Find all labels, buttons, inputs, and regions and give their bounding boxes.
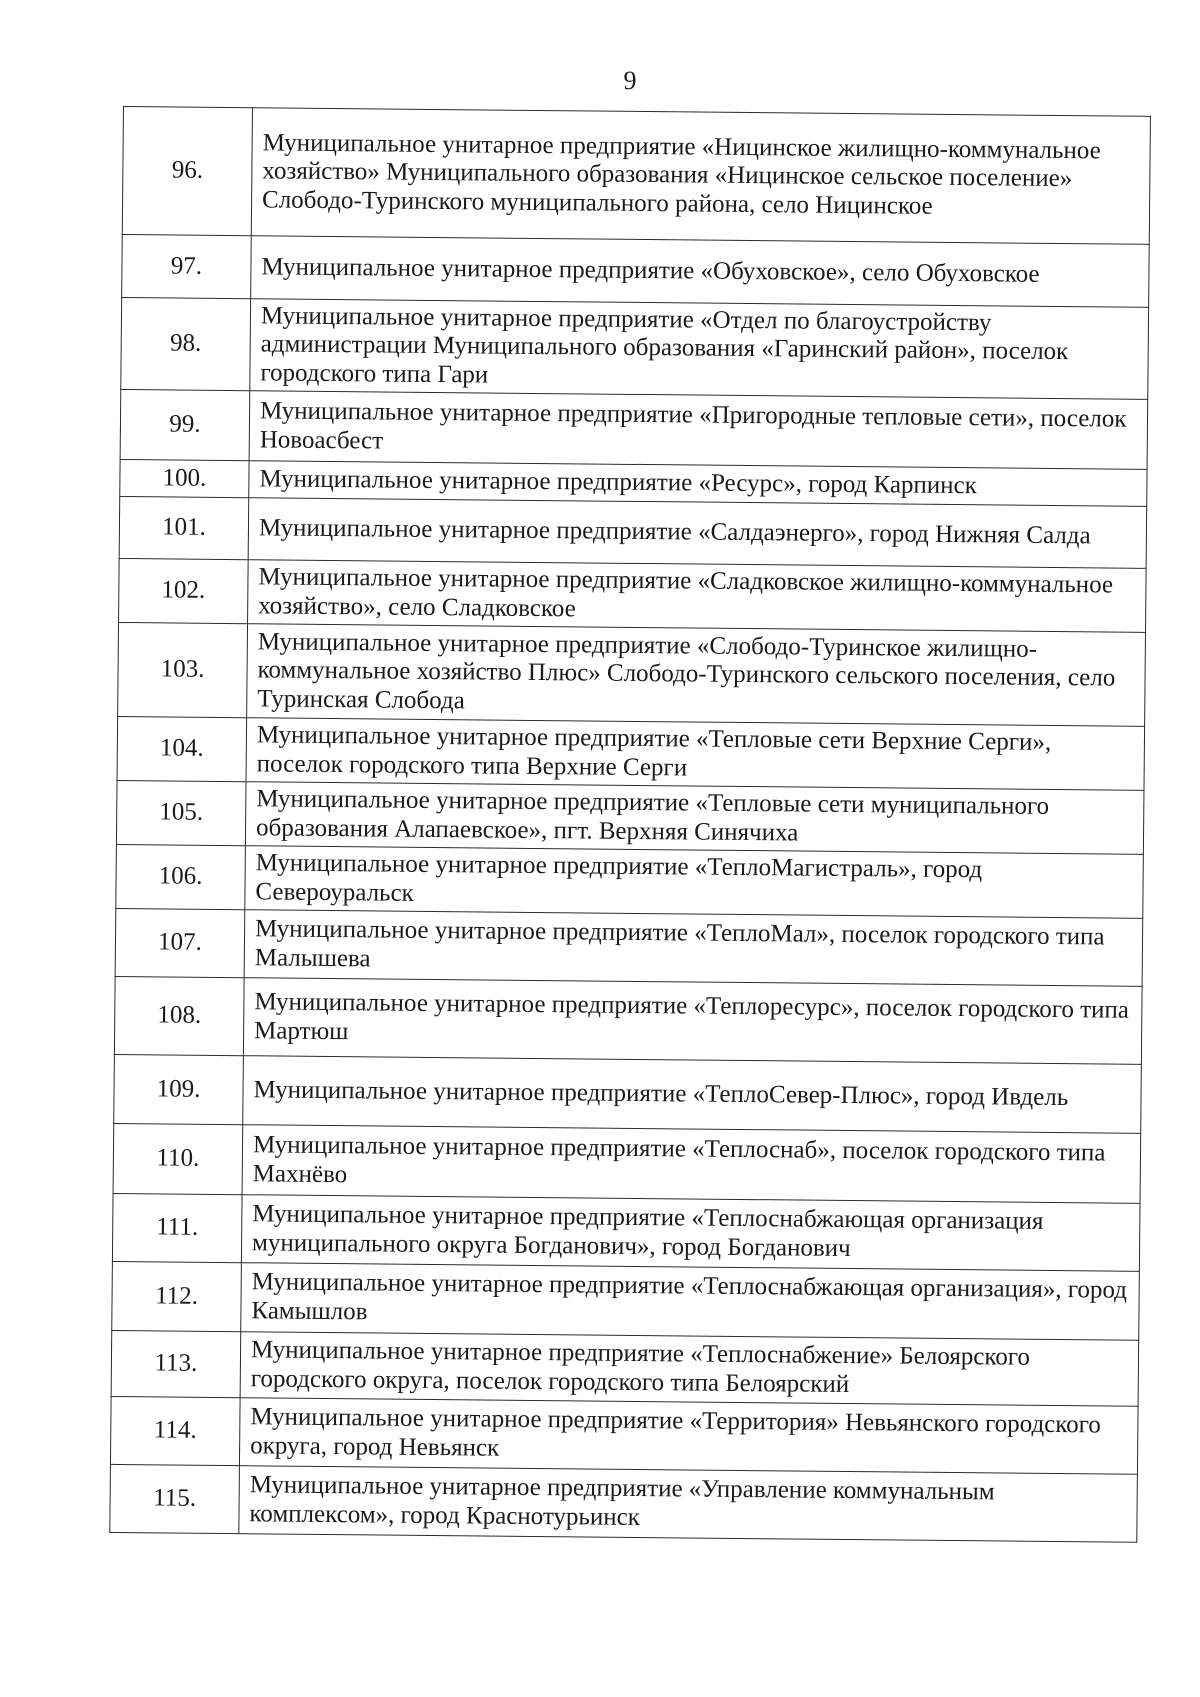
row-number: 107.	[115, 908, 245, 977]
row-text: Муниципальное унитарное предприятие «Пригородные тепловые сети», поселок Новоасбест	[249, 391, 1148, 470]
row-number: 113.	[111, 1330, 241, 1397]
row-text: Муниципальное унитарное предприятие «Теплоснабжающая организация», город Камышлов	[241, 1263, 1140, 1341]
table-row	[113, 1123, 1141, 1203]
row-number: 97.	[122, 234, 252, 298]
table-row	[110, 1464, 1138, 1542]
row-text: Муниципальное унитарное предприятие «Теплоснабжение» Белоярского городского округа, поселок городского типа Белоярский	[240, 1332, 1139, 1407]
row-text: Муниципальное унитарное предприятие «Салдаэнерго», город Нижняя Салда	[248, 498, 1147, 569]
row-text: Муниципальное унитарное предприятие «ТеплоСевер-Плюс», город Ивдель	[243, 1056, 1142, 1134]
row-text: Муниципальное унитарное предприятие «Управление коммунальным комплексом», город Краснотурьинск	[239, 1466, 1138, 1543]
row-number: 104.	[117, 716, 247, 781]
table-row	[114, 1054, 1142, 1133]
row-text: Муниципальное унитарное предприятие «ТеплоМагистраль», город Североуральск	[245, 846, 1144, 919]
table-row	[119, 558, 1147, 632]
table-row	[118, 622, 1146, 726]
table-row	[120, 389, 1148, 469]
table-row	[116, 844, 1144, 918]
row-number: 98.	[121, 297, 251, 390]
table-row	[117, 716, 1145, 790]
row-number: 105.	[116, 780, 246, 845]
row-text: Муниципальное унитарное предприятие «Тепловые сети Верхние Серги», поселок городского типа Верхние Серги	[246, 718, 1145, 791]
row-number: 96.	[122, 107, 252, 236]
row-text: Муниципальное унитарное предприятие «Отдел по благоустройству администрации Муниципального образования «Гаринский район», поселок городского типа Гари	[250, 299, 1149, 400]
row-text: Муниципальное унитарное предприятие «Теплоресурс», поселок городского типа Мартюш	[243, 978, 1142, 1065]
row-number: 103.	[118, 622, 248, 717]
row-number: 100.	[120, 459, 249, 497]
page-number: 9	[623, 66, 637, 95]
table-row	[115, 908, 1143, 986]
row-number: 106.	[116, 844, 246, 909]
row-number: 112.	[112, 1261, 242, 1331]
table-row	[110, 1396, 1138, 1474]
table-row	[122, 107, 1150, 245]
row-text: Муниципальное унитарное предприятие «Тепловые сети муниципального образования Алапаевское», пгт. Верхняя Синячиха	[245, 782, 1144, 855]
row-text: Муниципальное унитарное предприятие «Сладковское жилищно-коммунальное хозяйство», село Сладковское	[248, 560, 1147, 633]
table-row	[112, 1193, 1140, 1271]
row-number: 101.	[119, 496, 249, 559]
row-number: 108.	[114, 976, 244, 1055]
row-text: Муниципальное унитарное предприятие «Теплоснаб», поселок городского типа Махнёво	[242, 1125, 1141, 1204]
row-text: Муниципальное унитарное предприятие «Ницинское жилищно-коммунальное хозяйство» Муниципального образования «Ницинское сельское поселение» Слободо-Туринского муниципального района, село Ницинское	[251, 108, 1150, 245]
table-row	[111, 1330, 1139, 1406]
row-text: Муниципальное унитарное предприятие «Обуховское», село Обуховское	[251, 236, 1150, 308]
row-number: 111.	[112, 1193, 242, 1262]
row-number: 110.	[113, 1123, 243, 1194]
table-row	[122, 234, 1150, 307]
row-text: Муниципальное унитарное предприятие «ТеплоМал», поселок городского типа Малышева	[244, 910, 1143, 987]
row-number: 99.	[120, 389, 250, 460]
row-number: 109.	[114, 1054, 244, 1124]
row-number: 102.	[119, 558, 249, 623]
row-text: Муниципальное унитарное предприятие «Слободо-Туринское жилищно-коммунальное хозяйство Плюс» Слободо-Туринского сельского поселения, село Туринская Слобода	[247, 624, 1146, 727]
row-number: 115.	[110, 1464, 240, 1533]
enterprise-table	[109, 106, 1151, 1543]
table-row	[116, 780, 1144, 854]
row-text: Муниципальное унитарное предприятие «Территория» Невьянского городского округа, город Невьянск	[239, 1398, 1138, 1475]
row-text: Муниципальное унитарное предприятие «Теплоснабжающая организация муниципального округа Богданович», город Богданович	[241, 1195, 1140, 1272]
row-number: 114.	[110, 1396, 240, 1465]
table-row	[114, 976, 1142, 1064]
table-row	[112, 1261, 1140, 1340]
row-text: Муниципальное унитарное предприятие «Ресурс», город Карпинск	[249, 461, 1147, 507]
table-row	[121, 297, 1149, 399]
table-row	[119, 496, 1147, 568]
